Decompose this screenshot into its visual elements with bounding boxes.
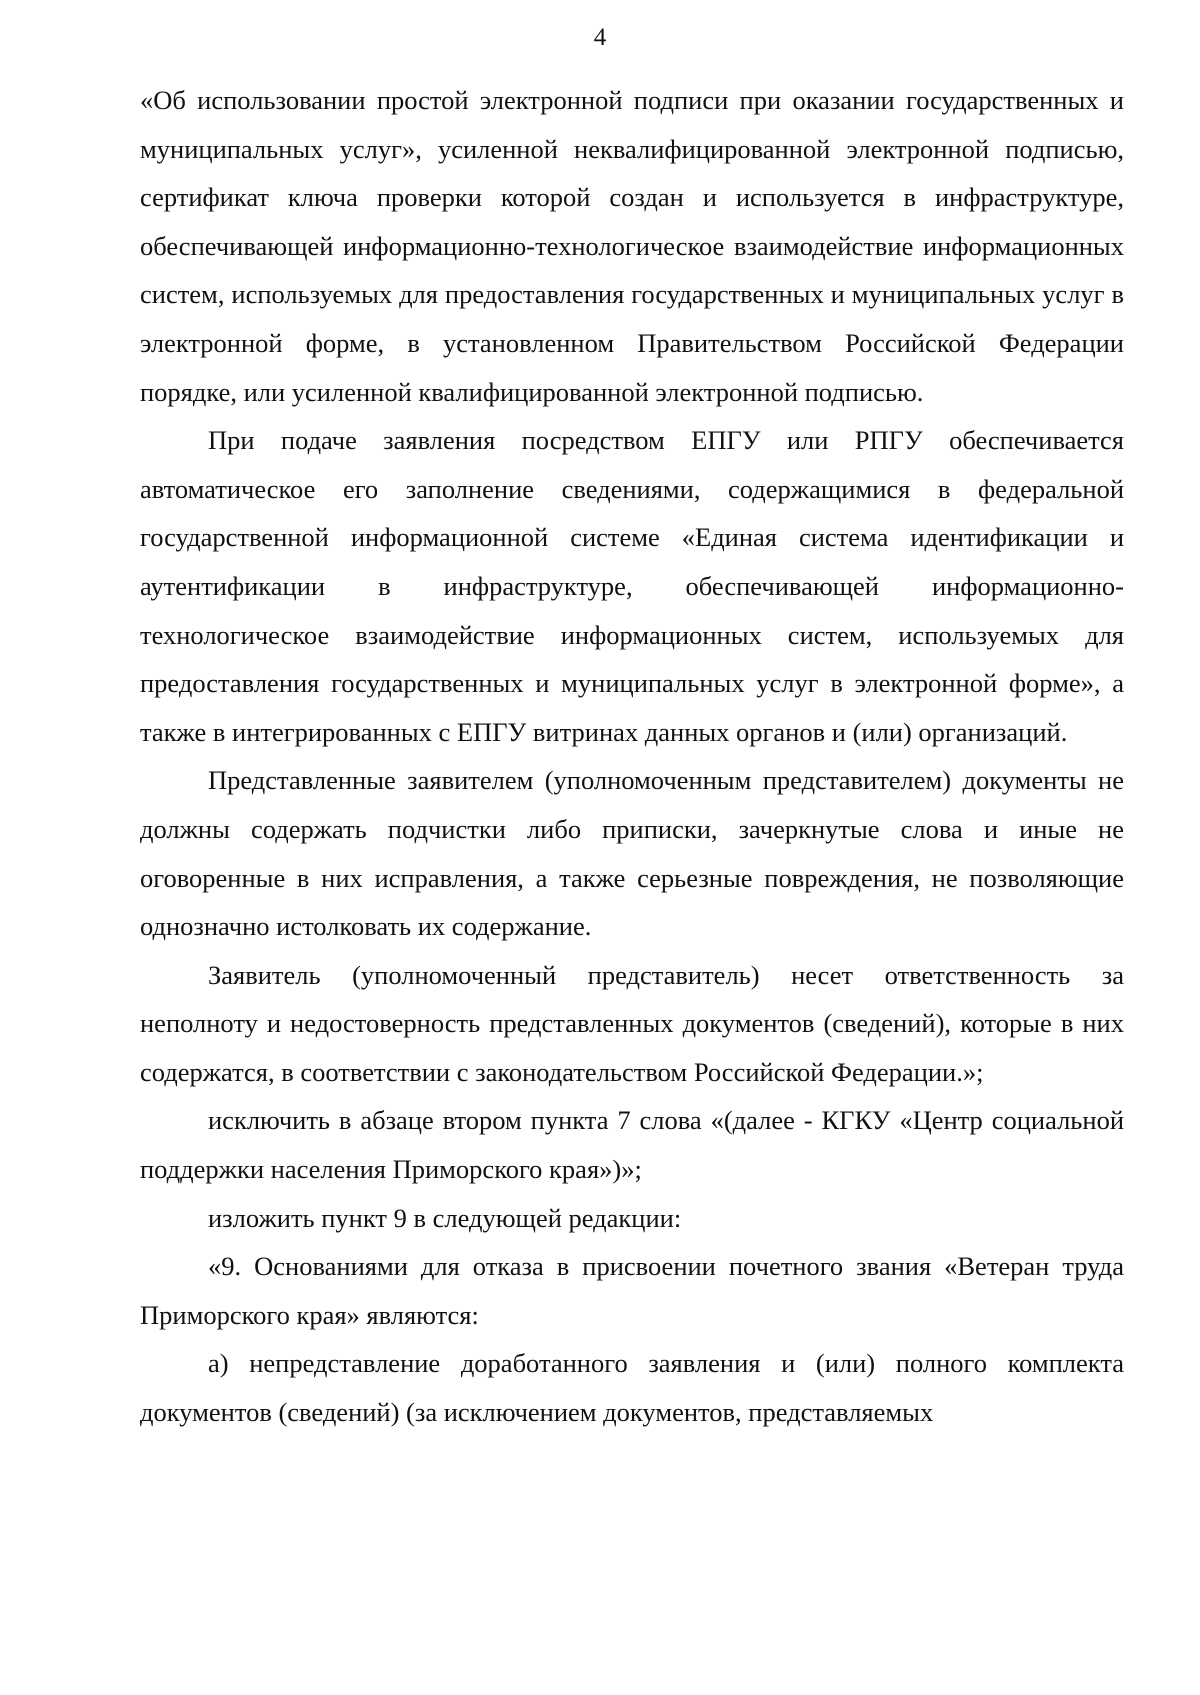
paragraph-1: «Об использовании простой электронной подписи при оказании государственных и муниципальных услуг», усиленной неквалифицированной электронной подписью, сертификат ключа проверки которой создан и используется в инфраструктуре, обеспечивающей информационно-технологическое взаимодействие информационных систем, используемых для предоставления государственных и муниципальных услуг в электронной форме, в установленном Правительством Российской Федерации порядке, или усиленной квалифицированной электронной подписью. <box>140 85 1124 407</box>
paragraph-3: Представленные заявителем (уполномоченным представителем) документы не должны содержать подчистки либо приписки, зачеркнутые слова и иные не оговоренные в них исправления, а также серьезные повреждения, не позволяющие однозначно истолковать их содержание. <box>140 765 1124 942</box>
paragraph-6: изложить пункт 9 в следующей редакции: <box>208 1202 682 1233</box>
paragraph-5: исключить в абзаце втором пункта 7 слова «(далее - КГКУ «Центр социальной поддержки населения Приморского края»)»; <box>140 1105 1124 1185</box>
page-number: 4 <box>593 24 607 51</box>
paragraph-7: «9. Основаниями для отказа в присвоении почетного звания «Ветеран труда Приморского края» являются: <box>140 1251 1124 1330</box>
paragraph-2: При подаче заявления посредством ЕПГУ или РПГУ обеспечивается автоматическое его заполнение сведениями, содержащимися в федеральной государственной информационной системе «Единая система идентификации и аутентификации в инфраструктуре, обеспечивающей информационно-технологическое взаимодействие информационных систем, используемых для предоставления государственных и муниципальных услуг в электронной форме», а также в интегрированных с ЕПГУ витринах данных органов и (или) организаций. <box>140 425 1124 747</box>
paragraph-4: Заявитель (уполномоченный представитель) несет ответственность за неполноту и недостоверность представленных документов (сведений), которые в них содержатся, в соответствии с законодательством Российской Федерации.»; <box>140 959 1124 1087</box>
document-body <box>140 76 1124 1437</box>
paragraph-8: а) непредставление доработанного заявления и (или) полного комплекта документов (сведений) (за исключением документов, представляемых <box>140 1348 1124 1428</box>
